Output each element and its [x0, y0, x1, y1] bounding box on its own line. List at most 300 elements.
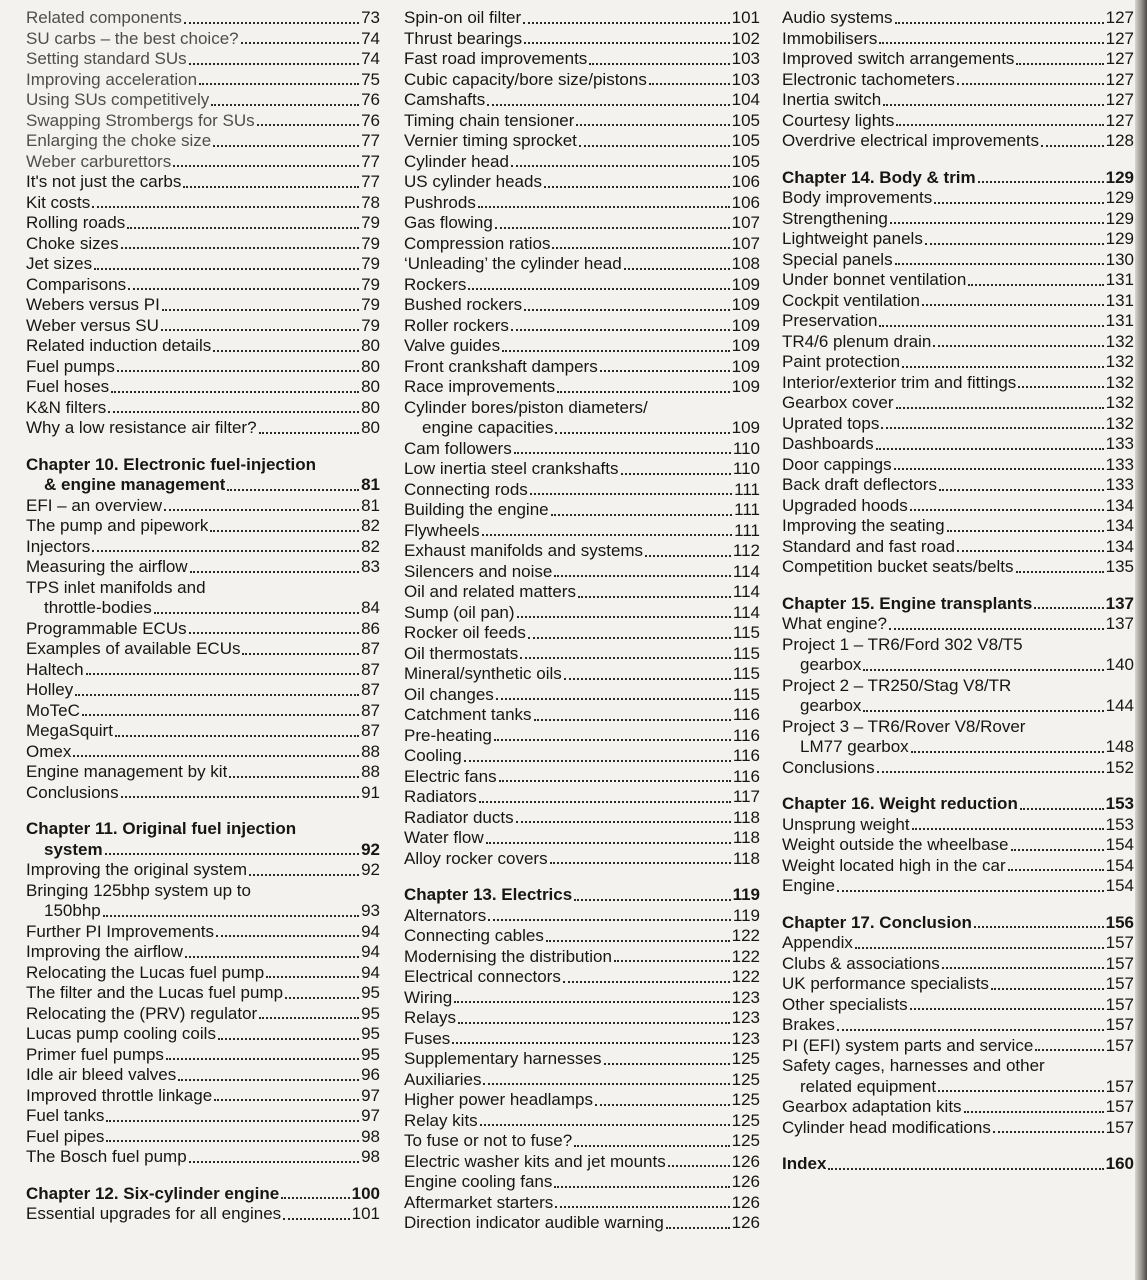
toc-line [26, 660, 380, 681]
toc-entry-title: Other specialists [782, 994, 908, 1014]
toc-line [782, 737, 1134, 758]
page-number: 74 [361, 49, 380, 68]
toc-entry [404, 1029, 760, 1050]
page-number: 82 [361, 516, 380, 535]
dot-leader [227, 489, 359, 491]
dot-leader [281, 1197, 349, 1199]
toc-entry-title: Upgraded hoods [782, 495, 908, 515]
toc-entry-title: Valve guides [404, 336, 501, 355]
dot-leader [896, 407, 1104, 409]
toc-entry-title: Chapter 13. Electrics [404, 885, 573, 904]
toc-entry [782, 414, 1134, 435]
toc-entry-title: Idle air bleed valves [26, 1065, 177, 1084]
page-number: 83 [361, 557, 380, 576]
page-number: 76 [361, 90, 380, 109]
toc-entry-title-line1: Cylinder bores/piston diameters/ [404, 397, 648, 417]
dot-leader [855, 947, 1104, 949]
page-number: 109 [731, 274, 760, 294]
toc-entry [404, 377, 760, 398]
toc-entry-title: Gearbox adaptation kits [782, 1097, 962, 1116]
dot-leader [1016, 63, 1103, 65]
page-number: 100 [351, 1183, 380, 1203]
dot-leader [993, 1131, 1104, 1133]
page-number: 98 [361, 1126, 380, 1146]
dot-leader [106, 1120, 359, 1122]
dot-leader [555, 432, 729, 434]
page-number: 94 [361, 942, 380, 961]
toc-entry [26, 1106, 380, 1127]
toc-line [404, 562, 760, 583]
dot-leader [259, 432, 360, 434]
toc-entry-title: Relocating the (PRV) regulator [26, 1003, 258, 1023]
toc-line [404, 316, 760, 337]
toc-line [782, 1077, 1134, 1098]
dot-leader [178, 1079, 359, 1081]
toc-entry-title: Timing chain tensioner [404, 110, 575, 130]
dot-leader [978, 181, 1104, 183]
page-number: 87 [361, 680, 380, 699]
toc-entry [404, 1172, 760, 1193]
toc-entry-title: Courtesy lights [782, 110, 895, 130]
toc-entry [782, 717, 1134, 758]
toc-entry-title: Rockers [404, 274, 467, 294]
page-number: 131 [1105, 311, 1134, 330]
toc-entry [404, 1193, 760, 1214]
page-number: 75 [361, 69, 380, 89]
chapter-heading [782, 1154, 1134, 1175]
toc-entry-title: Radiators [404, 787, 477, 806]
page-number: 92 [361, 839, 380, 859]
dot-leader [557, 391, 729, 393]
dot-leader [241, 42, 359, 44]
toc-line [26, 1024, 380, 1045]
page-number: 110 [732, 459, 760, 478]
toc-entry-title: Wiring [404, 987, 453, 1007]
toc-entry-title: Cooling [404, 746, 462, 765]
toc-entry-title: Cylinder head [404, 151, 509, 171]
page-number: 95 [361, 1024, 380, 1043]
page-number: 127 [1105, 110, 1134, 130]
dot-leader [910, 1008, 1104, 1010]
page-number: 125 [731, 1131, 760, 1150]
toc-entry [404, 439, 760, 460]
toc-entry-title: UK performance specialists [782, 974, 989, 993]
dot-leader [563, 981, 730, 983]
page-number: 133 [1105, 454, 1134, 474]
dot-leader [604, 1063, 730, 1065]
dot-leader [1016, 571, 1104, 573]
toc-entry [26, 29, 380, 50]
dot-leader [938, 1090, 1104, 1092]
toc-entry-title-line1: Project 1 – TR6/Ford 302 V8/T5 [782, 634, 1023, 654]
dot-leader [863, 669, 1103, 671]
page-number: 127 [1105, 69, 1134, 89]
toc-entry-title: Conclusions [782, 757, 875, 777]
toc-entry-title: Flywheels [404, 520, 480, 540]
toc-entry-title: Using SUs competitively [26, 90, 210, 109]
toc-entry [26, 70, 380, 91]
toc-line [26, 172, 380, 193]
toc-entry [404, 562, 760, 583]
toc-entry [26, 762, 380, 783]
toc-entry [26, 1045, 380, 1066]
toc-entry-title-line1: TPS inlet manifolds and [26, 577, 206, 597]
toc-line [26, 557, 380, 578]
toc-entry [782, 835, 1134, 856]
page-number: 116 [732, 705, 760, 724]
page-number: 127 [1105, 28, 1134, 48]
toc-line [26, 496, 380, 517]
toc-entry [26, 701, 380, 722]
toc-line [404, 541, 760, 562]
page-number: 123 [731, 1008, 760, 1027]
toc-entry-title: Gearbox cover [782, 393, 894, 412]
toc-entry-title: Lightweight panels [782, 229, 923, 248]
toc-entry [26, 275, 380, 296]
toc-entry [26, 680, 380, 701]
dot-leader [189, 632, 359, 634]
toc-entry [404, 90, 760, 111]
toc-entry [404, 1090, 760, 1111]
dot-leader [574, 1145, 729, 1147]
page-number: 125 [731, 1110, 760, 1130]
toc-entry [404, 726, 760, 747]
toc-line [404, 726, 760, 747]
toc-entry-title: Mineral/synthetic oils [404, 664, 562, 683]
toc-entry [404, 275, 760, 296]
toc-entry [26, 152, 380, 173]
toc-entry-title: Oil changes [404, 684, 494, 704]
page-number: 118 [732, 807, 760, 827]
toc-column-2 [404, 8, 760, 1234]
toc-line [782, 168, 1134, 189]
toc-entry-title: Building the engine [404, 500, 549, 519]
dot-leader [1008, 869, 1104, 871]
toc-line [26, 316, 380, 337]
toc-entry-title: Uprated tops [782, 413, 880, 433]
toc-entry-title: Aftermarket starters [404, 1192, 554, 1212]
page-number: 132 [1105, 352, 1134, 371]
page-number: 109 [731, 356, 760, 376]
dot-leader [285, 997, 359, 999]
dot-leader [968, 284, 1103, 286]
toc-entry-title: Chapter 12. Six-cylinder engine [26, 1183, 280, 1203]
dot-leader [1020, 808, 1104, 810]
page-number: 91 [361, 782, 380, 802]
toc-entry-title: Chapter 16. Weight reduction [782, 794, 1018, 813]
toc-entry [404, 398, 760, 439]
dot-leader [468, 288, 729, 290]
page-number: 73 [361, 8, 380, 27]
page-number: 80 [361, 377, 380, 396]
toc-line [26, 1147, 380, 1168]
toc-line [404, 131, 760, 152]
toc-entry-title: Primer fuel pumps [26, 1044, 164, 1064]
dot-leader [881, 427, 1103, 429]
toc-entry [26, 721, 380, 742]
toc-line [782, 90, 1134, 111]
dot-leader [828, 1168, 1103, 1170]
page-number: 78 [361, 192, 380, 212]
toc-entry-title: Preservation [782, 311, 878, 330]
toc-entry-title: Weight located high in the car [782, 855, 1006, 875]
toc-line [404, 1193, 760, 1214]
dot-leader [595, 1104, 730, 1106]
toc-entry-title: system [44, 839, 103, 859]
dot-leader [190, 571, 360, 573]
toc-entry [404, 808, 760, 829]
page-number: 109 [731, 315, 760, 335]
toc-line [782, 8, 1134, 29]
toc-line [26, 131, 380, 152]
toc-entry [404, 29, 760, 50]
toc-entry-title: To fuse or not to fuse? [404, 1131, 573, 1150]
page-number: 87 [361, 700, 380, 720]
toc-line [404, 1213, 760, 1234]
toc-entry-title-line1: Bringing 125bhp system up to [26, 880, 251, 900]
toc-line [404, 664, 760, 685]
page-number: 115 [732, 623, 760, 642]
toc-line [404, 234, 760, 255]
toc-entry [782, 933, 1134, 954]
toc-line [26, 598, 380, 619]
page-number: 144 [1105, 696, 1134, 715]
dot-leader [520, 657, 731, 659]
page-number: 106 [731, 172, 760, 191]
toc-line [782, 414, 1134, 435]
toc-line [404, 787, 760, 808]
toc-entry [404, 172, 760, 193]
page-number: 133 [1105, 434, 1134, 453]
toc-line [404, 623, 760, 644]
toc-entry-title: Chapter 15. Engine transplants [782, 593, 1033, 613]
toc-entry-title: Oil thermostats [404, 643, 519, 663]
toc-entry [782, 90, 1134, 111]
dot-leader [111, 391, 359, 393]
page-number: 101 [351, 1204, 380, 1223]
toc-line [782, 815, 1134, 836]
toc-line [782, 250, 1134, 271]
toc-entry [404, 1213, 760, 1234]
toc-entry-title: Water flow [404, 828, 484, 847]
toc-entry-title: Improving the airflow [26, 942, 183, 961]
toc-entry [26, 537, 380, 558]
dot-leader [516, 821, 731, 823]
toc-entry [404, 603, 760, 624]
toc-entry [404, 644, 760, 665]
toc-line [782, 455, 1134, 476]
toc-line [404, 582, 760, 603]
page-number: 129 [1105, 188, 1134, 207]
toc-column-1 [26, 8, 380, 1225]
toc-entry-title: Silencers and noise [404, 561, 553, 581]
toc-entry-title: Related induction details [26, 336, 212, 355]
dot-leader [517, 616, 731, 618]
toc-entry [26, 377, 380, 398]
toc-line [404, 336, 760, 357]
page-number: 102 [731, 28, 760, 48]
toc-entry [404, 336, 760, 357]
page-number: 88 [361, 741, 380, 761]
toc-entry-title: Dashboards [782, 434, 874, 453]
toc-entry-title: Strengthening [782, 208, 888, 228]
toc-line [782, 209, 1134, 230]
dot-leader [876, 448, 1104, 450]
dot-leader [523, 22, 729, 24]
dot-leader [499, 780, 731, 782]
toc-entry [26, 578, 380, 619]
toc-entry-title: Auxiliaries [404, 1069, 482, 1089]
toc-line [404, 1070, 760, 1091]
page-number: 80 [361, 356, 380, 376]
toc-entry [26, 783, 380, 804]
toc-line [782, 954, 1134, 975]
toc-entry-title: Engine management by kit [26, 762, 228, 781]
page-number: 87 [361, 639, 380, 658]
toc-line [404, 1172, 760, 1193]
toc-line [404, 459, 760, 480]
dot-leader [511, 329, 730, 331]
toc-entry-title-line1: Project 3 – TR6/Rover V8/Rover [782, 716, 1026, 736]
page-number: 105 [731, 131, 760, 150]
toc-entry-title: Cylinder head modifications [782, 1117, 991, 1137]
toc-entry [782, 8, 1134, 29]
page-number: 126 [731, 1213, 760, 1232]
toc-entry-title: Overdrive electrical improvements [782, 131, 1039, 150]
page-number: 95 [361, 983, 380, 1002]
dot-leader [895, 22, 1104, 24]
dot-leader [458, 1022, 730, 1024]
toc-entry-title: Front crankshaft dampers [404, 356, 598, 376]
page-number: 127 [1105, 8, 1134, 27]
toc-line [782, 794, 1134, 815]
toc-line [26, 398, 380, 419]
page-number: 79 [361, 274, 380, 294]
toc-line [404, 808, 760, 829]
page-number: 157 [1105, 1076, 1134, 1096]
page-number: 125 [731, 1090, 760, 1109]
dot-leader [452, 1042, 729, 1044]
toc-entry [404, 849, 760, 870]
dot-leader [108, 411, 359, 413]
toc-entry [26, 983, 380, 1004]
dot-leader [883, 104, 1103, 106]
toc-line [782, 655, 1134, 676]
dot-leader [877, 771, 1104, 773]
toc-line [782, 594, 1134, 615]
toc-entry-title: Compression ratios [404, 233, 551, 253]
page-number: 104 [731, 90, 760, 109]
toc-line [26, 1127, 380, 1148]
page-number: 129 [1105, 208, 1134, 228]
toc-line [26, 357, 380, 378]
page-number: 133 [1105, 475, 1134, 494]
toc-entry-title: Relocating the Lucas fuel pump [26, 962, 265, 982]
toc-entry [404, 582, 760, 603]
toc-entry-title: Oil and related matters [404, 582, 576, 601]
page-number: 107 [731, 233, 760, 253]
dot-leader [482, 534, 733, 536]
dot-leader [266, 976, 359, 978]
toc-entry [782, 188, 1134, 209]
dot-leader [75, 694, 359, 696]
toc-entry-title: Omex [26, 741, 72, 761]
page-number: 87 [361, 721, 380, 740]
page-number: 137 [1105, 593, 1134, 613]
toc-entry-title: Fuel tanks [26, 1106, 105, 1125]
toc-line [404, 885, 760, 906]
page-number: 80 [361, 336, 380, 355]
dot-leader [488, 919, 731, 921]
toc-entry-title: Vernier timing sprocket [404, 131, 577, 150]
page-number: 84 [361, 598, 380, 617]
toc-entry-title: 150bhp [44, 901, 101, 920]
toc-line [26, 234, 380, 255]
page-number: 77 [361, 151, 380, 171]
dot-leader [105, 853, 359, 855]
toc-line [404, 172, 760, 193]
dot-leader [895, 263, 1104, 265]
toc-entry-title: Relays [404, 1008, 456, 1027]
toc-entry-title: engine capacities [422, 418, 554, 437]
dot-leader [934, 202, 1103, 204]
dot-leader [947, 530, 1104, 532]
toc-line [26, 1045, 380, 1066]
toc-entry [404, 111, 760, 132]
page-number: 118 [732, 828, 760, 847]
dot-leader [511, 165, 730, 167]
dot-leader [487, 104, 729, 106]
dot-leader [162, 309, 359, 311]
toc-line [404, 1029, 760, 1050]
toc-entry [26, 336, 380, 357]
toc-entry [782, 995, 1134, 1016]
page-number: 79 [361, 254, 380, 273]
toc-entry [26, 496, 380, 517]
toc-line [404, 644, 760, 665]
toc-entry-title: Fuel pipes [26, 1126, 105, 1146]
toc-line [26, 29, 380, 50]
page-number: 81 [361, 475, 380, 494]
dot-leader [578, 596, 731, 598]
toc-line [782, 913, 1134, 934]
toc-entry-title: LM77 gearbox [800, 737, 909, 756]
toc-line [782, 311, 1134, 332]
dot-leader [229, 776, 359, 778]
toc-entry-title: Competition bucket seats/belts [782, 557, 1014, 576]
dot-leader [213, 145, 359, 147]
page-number: 108 [731, 254, 760, 273]
toc-line [26, 942, 380, 963]
dot-leader [249, 874, 359, 876]
dot-leader [837, 1029, 1104, 1031]
toc-entry-title: Improved switch arrangements [782, 49, 1015, 68]
toc-line [782, 557, 1134, 578]
toc-entry-title: Direction indicator audible warning [404, 1213, 664, 1232]
page-number: 74 [361, 28, 380, 48]
toc-line [26, 49, 380, 70]
dot-leader [555, 1206, 729, 1208]
page-number: 128 [1105, 131, 1134, 150]
toc-line [782, 475, 1134, 496]
dot-leader [942, 967, 1104, 969]
toc-entry-title: Race improvements [404, 377, 556, 396]
toc-entry [26, 316, 380, 337]
toc-line [26, 516, 380, 537]
dot-leader [863, 710, 1103, 712]
chapter-heading [782, 168, 1134, 189]
toc-entry [26, 860, 380, 881]
